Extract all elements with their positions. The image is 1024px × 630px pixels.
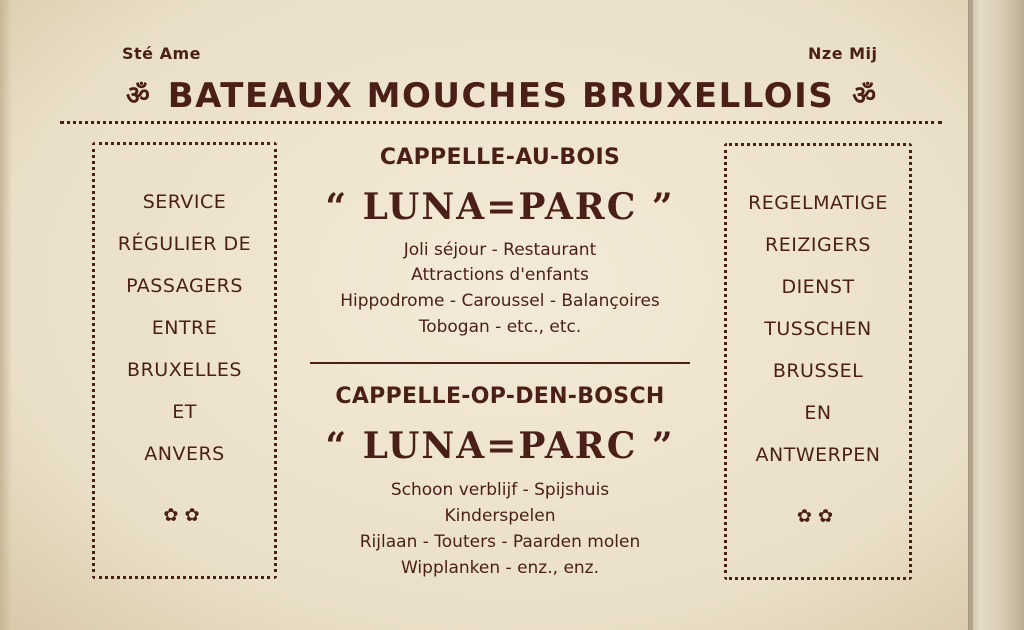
ornament-right-icon: ॐ <box>852 81 876 111</box>
left-line: RÉGULIER DE <box>117 233 252 255</box>
park-name-nl: “ LUNA=PARC ” <box>325 425 675 467</box>
right-line: BRUSSEL <box>772 360 864 382</box>
right-line: DIENST <box>781 276 855 298</box>
right-line: REIZIGERS <box>765 234 871 256</box>
desc-line-fr: Tobogan - etc., etc. <box>418 317 582 337</box>
left-panel-box <box>92 142 277 579</box>
desc-line-fr: Attractions d'enfants <box>411 265 589 285</box>
card-left-edge <box>0 0 12 630</box>
right-line: ANTWERPEN <box>755 444 881 466</box>
place-name-nl: CAPPELLE-OP-DEN-BOSCH <box>335 384 665 409</box>
company-tag-nl: Nze Mij <box>808 44 878 63</box>
main-title-text: BATEAUX MOUCHES BRUXELLOIS <box>167 76 835 116</box>
card-stack-edge <box>968 0 1024 630</box>
flower-dots-icon: ✿✿ <box>163 505 206 526</box>
left-line: PASSAGERS <box>126 275 243 297</box>
left-line: ET <box>172 401 197 423</box>
dotted-divider <box>60 121 942 128</box>
flower-dots-icon: ✿✿ <box>796 506 840 527</box>
company-tag-fr: Sté Ame <box>122 44 201 63</box>
desc-line-fr: Joli séjour - Restaurant <box>403 240 597 260</box>
right-line: TUSSCHEN <box>764 318 872 340</box>
desc-line-fr: Hippodrome - Caroussel - Balançoires <box>340 291 660 311</box>
desc-line-nl: Kinderspelen <box>444 506 556 526</box>
right-line: EN <box>804 402 832 424</box>
desc-line-nl: Schoon verblijf - Spijshuis <box>390 480 610 500</box>
right-line: REGELMATIGE <box>748 192 888 214</box>
right-panel-box <box>724 143 912 580</box>
main-title <box>60 74 942 118</box>
left-line: ANVERS <box>144 443 225 465</box>
left-line: SERVICE <box>142 191 227 213</box>
center-divider <box>310 362 690 364</box>
left-line: BRUXELLES <box>127 359 242 381</box>
place-name-fr: CAPPELLE-AU-BOIS <box>379 145 621 170</box>
desc-line-nl: Rijlaan - Touters - Paarden molen <box>359 532 641 552</box>
park-name-fr: “ LUNA=PARC ” <box>325 186 675 228</box>
desc-line-nl: Wipplanken - enz., enz. <box>401 558 599 578</box>
left-line: ENTRE <box>151 317 218 339</box>
ornament-left-icon: ॐ <box>126 81 150 111</box>
